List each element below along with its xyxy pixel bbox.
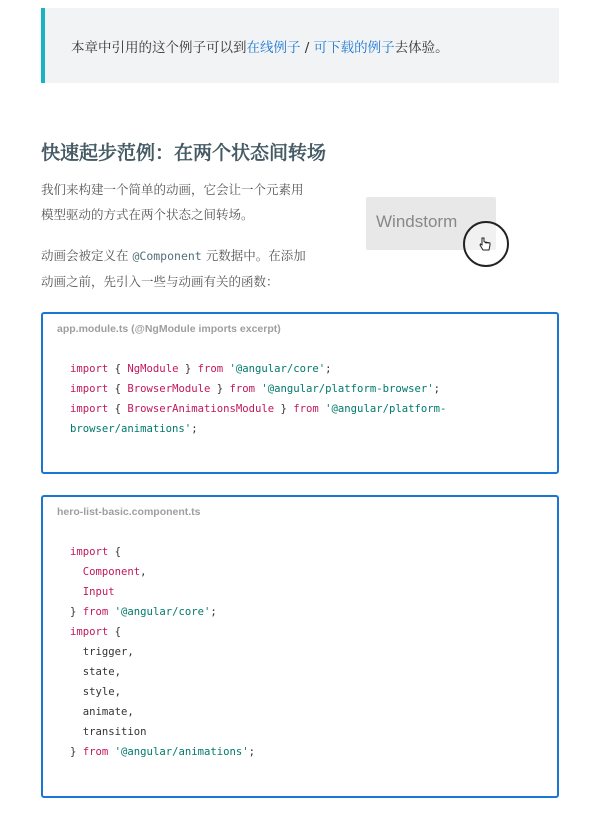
live-example-link[interactable]: 在线例子 xyxy=(246,40,301,56)
code-token: NgModule xyxy=(127,363,179,375)
code-token: Component xyxy=(82,566,141,578)
code-block xyxy=(70,542,255,762)
code-token: trigger, xyxy=(70,646,134,658)
callout-text xyxy=(71,36,449,56)
para2-prefix: 动画会被定义在 xyxy=(41,248,133,263)
code-snippet-title: app.module.ts (@NgModule imports excerpt) xyxy=(57,323,281,335)
code-token: } xyxy=(210,383,230,395)
code-line xyxy=(70,642,255,662)
code-token: ; xyxy=(191,423,198,435)
code-token: } xyxy=(70,606,83,618)
hand-pointer-icon xyxy=(479,237,491,251)
code-token: state, xyxy=(70,666,122,678)
code-token: { xyxy=(108,383,128,395)
click-cursor-indicator xyxy=(463,221,509,267)
section-title: 快速起步范例：在两个状态间转场 xyxy=(41,142,327,164)
callout-prefix: 本章中引用的这个例子可以到 xyxy=(71,40,247,56)
code-line xyxy=(70,359,446,379)
code-token: } xyxy=(274,403,294,415)
code-line xyxy=(70,622,255,642)
code-token: ; xyxy=(325,363,332,375)
code-line xyxy=(70,542,255,562)
code-line xyxy=(70,682,255,702)
code-token: BrowserModule xyxy=(127,383,211,395)
code-snippet-hero-list xyxy=(41,495,559,798)
code-token: } xyxy=(70,746,83,758)
code-token: '@angular/animations' xyxy=(114,746,249,758)
code-token: import xyxy=(70,403,109,415)
code-token: browser/animations' xyxy=(70,423,192,435)
code-token: '@angular/core' xyxy=(229,363,326,375)
code-token xyxy=(70,566,83,578)
code-line xyxy=(70,722,255,742)
code-line xyxy=(70,602,255,622)
code-token: { xyxy=(108,546,122,558)
code-token: '@angular/platform-browser' xyxy=(261,383,434,395)
code-token: style, xyxy=(70,686,122,698)
code-token: ; xyxy=(248,746,255,758)
code-token: import xyxy=(70,626,109,638)
hero-name-label: Windstorm xyxy=(376,212,458,231)
code-snippet-title: hero-list-basic.component.ts xyxy=(57,506,201,518)
code-token: '@angular/platform- xyxy=(325,403,447,415)
code-token: from xyxy=(82,746,109,758)
para2-suffix: 元数据中。在添加 xyxy=(201,248,306,263)
code-line xyxy=(70,379,446,399)
intro-paragraph xyxy=(41,177,341,227)
callout-separator: / xyxy=(300,40,314,56)
code-line xyxy=(70,399,446,419)
code-line xyxy=(70,662,255,682)
code-token: { xyxy=(108,403,128,415)
code-line xyxy=(70,419,446,439)
code-token: import xyxy=(70,383,109,395)
code-token: , xyxy=(140,566,147,578)
code-token: from xyxy=(293,403,319,415)
code-token: from xyxy=(197,363,224,375)
code-token: from xyxy=(82,606,109,618)
code-token: '@angular/core' xyxy=(114,606,211,618)
code-token: from xyxy=(229,383,255,395)
code-snippet-app-module xyxy=(41,312,559,474)
intro-line-1: 我们来构建一个简单的动画，它会让一个元素用 xyxy=(41,182,304,197)
code-token: Input xyxy=(82,586,115,598)
callout-suffix: 去体验。 xyxy=(394,40,449,56)
code-token: BrowserAnimationsModule xyxy=(127,403,275,415)
download-example-link[interactable]: 可下载的例子 xyxy=(313,40,395,56)
code-line xyxy=(70,702,255,722)
component-code: @Component xyxy=(132,249,202,263)
callout-note xyxy=(41,8,559,83)
code-block xyxy=(70,359,446,439)
code-token: } xyxy=(178,363,198,375)
code-token: { xyxy=(108,626,122,638)
code-token: animate, xyxy=(70,706,134,718)
code-token: transition xyxy=(70,726,147,738)
code-line xyxy=(70,562,255,582)
code-line xyxy=(70,742,255,762)
code-token: import xyxy=(70,363,109,375)
intro-line-2: 模型驱动的方式在两个状态之间转场。 xyxy=(41,207,254,222)
code-line xyxy=(70,582,255,602)
code-token: { xyxy=(108,363,128,375)
para2-line-2: 动画之前，先引入一些与动画有关的函数： xyxy=(41,274,279,289)
code-token: import xyxy=(70,546,109,558)
code-token: ; xyxy=(433,383,440,395)
code-token xyxy=(70,586,83,598)
code-token: ; xyxy=(210,606,217,618)
animation-paragraph xyxy=(41,243,341,294)
